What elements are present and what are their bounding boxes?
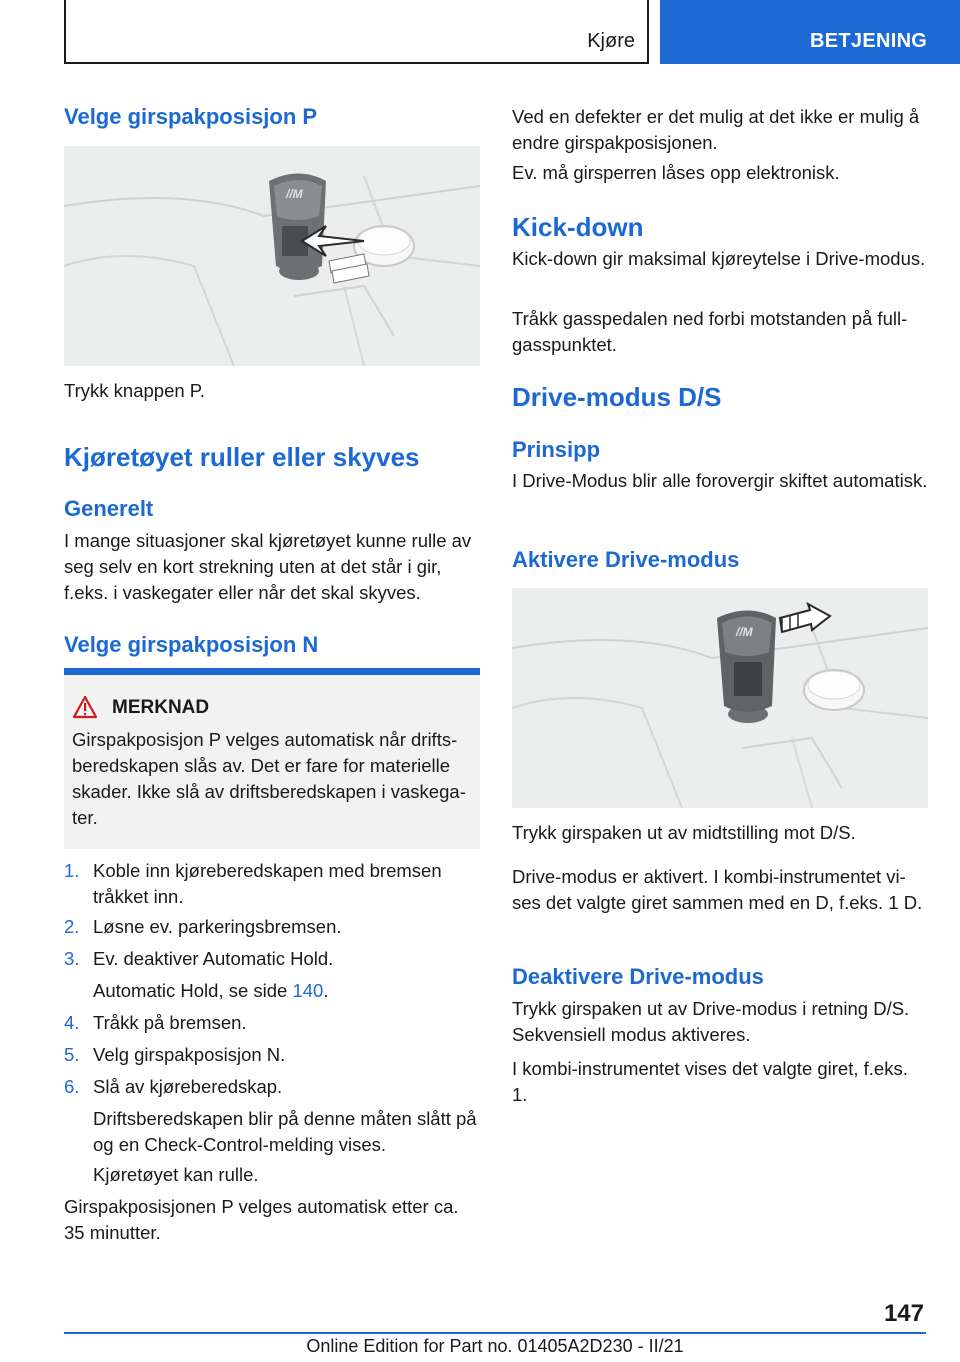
list-number: 5. — [64, 1044, 80, 1065]
header-chapter-title: BETJENING — [810, 30, 928, 52]
detail-text: Automatic Hold, se side — [93, 980, 293, 1001]
svg-text://M: //M — [736, 625, 753, 639]
gear-lever-illustration-p — [64, 146, 480, 366]
list-text: Løsne ev. parkeringsbremsen. — [93, 916, 342, 937]
paragraph-deactivate-1: Trykk girspaken ut av Drive-modus i retning D/S. Sekvensiell modus aktiveres. — [512, 998, 910, 1045]
figure-gear-lever-ds — [512, 588, 928, 808]
heading-drive-mode: Drive-modus D/S — [512, 382, 722, 412]
paragraph-principle: I Drive-Modus blir alle forovergir skiftet automatisk. — [512, 470, 928, 491]
warning-triangle-icon — [72, 695, 98, 719]
heading-deactivate-drive: Deaktivere Drive-modus — [512, 964, 764, 989]
list-number: 2. — [64, 916, 80, 937]
note-accent-bar — [64, 668, 480, 675]
figure-gear-lever-p — [64, 146, 480, 366]
list-detail-text: Kjøretøyet kan rulle. — [93, 1164, 259, 1185]
heading-vehicle-rolls: Kjøretøyet ruller eller skyves — [64, 442, 420, 472]
heading-principle: Prinsipp — [512, 437, 601, 462]
list-detail-text — [93, 978, 480, 1004]
paragraph-gear-lock: Ev. må girsperren låses opp elektronisk. — [512, 162, 840, 183]
list-number: 1. — [64, 860, 80, 881]
list-detail-text: Driftsberedskapen blir på denne måten slått på og en Check-Control-melding vises. — [93, 1108, 477, 1155]
paragraph-generelt: I mange situasjoner skal kjøretøyet kunne rulle av seg selv en kort strekning uten at det står i gir, f.eks. i vaskegater eller når det skal skyves. — [64, 530, 472, 603]
paragraph-drive-activated: Drive-modus er aktivert. I kombi-instrumentet vises det valgte giret sammen med en D, f.eks. 1 D. — [512, 866, 923, 913]
page-number: 147 — [883, 1300, 924, 1327]
note-text: Girspakposisjon P velges automatisk når driftsberedskapen slås av. Det er fare for materielle skader. Ikke slå av driftsberedskapen i vaskegater. — [72, 729, 466, 828]
heading-select-p: Velge girspakposisjon P — [64, 104, 318, 129]
list-number: 3. — [64, 948, 80, 969]
heading-generelt: Generelt — [64, 496, 154, 521]
heading-kick-down: Kick-down — [512, 212, 644, 242]
page-reference-link[interactable]: 140 — [292, 980, 324, 1001]
caption-press-p: Trykk knappen P. — [64, 380, 205, 401]
header-section-title: Kjøre — [587, 30, 635, 52]
note-title: MERKNAD — [112, 697, 210, 718]
footer-rule — [64, 1332, 926, 1334]
detail-punct: . — [323, 980, 329, 1001]
paragraph-auto-p: Girspakposisjonen P velges automatisk etter ca. 35 minutter. — [64, 1196, 459, 1243]
footer-edition: Online Edition for Part no. 01405A2D230 - II/21 — [306, 1336, 684, 1356]
svg-text://M: //M — [286, 187, 303, 201]
gear-lever-illustration-ds — [512, 588, 928, 808]
paragraph-kick-2: Tråkk gasspedalen ned forbi motstanden på fullgasspunktet. — [512, 308, 908, 355]
paragraph-kick-1: Kick-down gir maksimal kjøreytelse i Drive-modus. — [512, 248, 926, 269]
list-number: 4. — [64, 1012, 80, 1033]
heading-select-n: Velge girspakposisjon N — [64, 632, 319, 657]
header-chapter-tab — [660, 0, 960, 64]
list-text: Velg girspakposisjon N. — [93, 1044, 286, 1065]
caption-push-ds: Trykk girspaken ut av midtstilling mot D/S. — [512, 822, 856, 843]
list-text: Slå av kjøreberedskap. — [93, 1076, 283, 1097]
paragraph-deactivate-2: I kombi-instrumentet vises det valgte giret, f.eks. 1. — [512, 1058, 908, 1105]
header-section-box — [64, 0, 649, 64]
note-box — [64, 675, 480, 849]
list-text: Koble inn kjøreberedskapen med bremsen tråkket inn. — [93, 860, 442, 907]
list-text: Tråkk på bremsen. — [93, 1012, 247, 1033]
heading-activate-drive: Aktivere Drive-modus — [512, 547, 740, 572]
list-number: 6. — [64, 1076, 80, 1097]
paragraph-defect: Ved en defekter er det mulig at det ikke er mulig å endre girspakposisjonen. — [512, 106, 920, 153]
list-text: Ev. deaktiver Automatic Hold. — [93, 948, 334, 969]
